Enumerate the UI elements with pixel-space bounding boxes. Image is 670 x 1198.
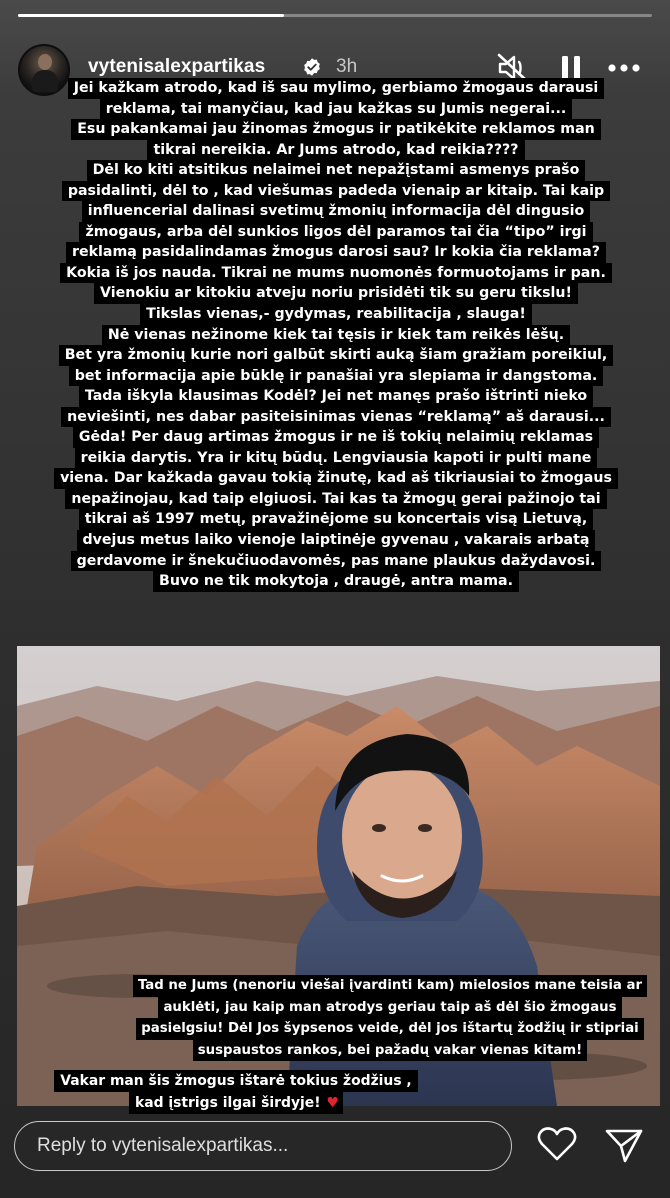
story-text-line: influencerial dalinasi svetimų žmonių informacija dėl dingusio: [82, 201, 590, 222]
username[interactable]: vytenisalexpartikas: [88, 56, 266, 77]
verified-badge-icon: [302, 57, 322, 77]
story-text-line: reklama, tai manyčiau, kad jau kažkas su Jumis negerai...: [100, 99, 573, 120]
caption-bottom-line: kad įstrigs ilgai širdyje!: [129, 1092, 327, 1114]
story-text-line: Tada iškyla klausimas Kodėl? Jei net manęs prašo ištrinti nieko: [79, 386, 593, 407]
story-text-line: nepažinojau, kad taip elgiuosi. Tai kas ta žmogų gerai pažinojo tai: [65, 489, 606, 510]
story-text-line: tikrai aš 1997 metų, pravažinėjome su koncertais visą Lietuvą,: [79, 509, 594, 530]
story-text-line: Tikslas vienas,- gydymas, reabilitacija , slauga!: [140, 304, 532, 325]
story-text-block: [16, 78, 656, 592]
story-text-line: gerdavome ir šnekučiuodavomės, pas mane plaukus dažydavosi.: [71, 551, 602, 572]
story-text-line: Nė vienas nežinome kiek tai tęsis ir kiek tam reikės lėšų.: [102, 325, 570, 346]
story-text-line: Jei kažkam atrodo, kad iš sau mylimo, gerbiamo žmogaus darausi: [68, 78, 605, 99]
story-text-line: Bet yra žmonių kurie nori galbūt skirti auką šiam gražiam poreikiul,: [59, 345, 614, 366]
post-time: 3h: [336, 56, 358, 77]
caption-top-line: auklėti, jau kaip man atrodys geriau taip aš dėl šio žmogaus: [158, 997, 621, 1019]
story-text-line: Kokia iš jos nauda. Tikrai ne mums nuomonės formuotojams ir pan.: [60, 263, 612, 284]
story-text-line: reikia darytis. Yra ir kitų būdų. Lengviausia kapoti ir pulti mane: [75, 448, 598, 469]
photo-caption-top: [130, 975, 650, 1061]
story-text-line: tikrai nereikia. Ar Jums atrodo, kad reikia????: [147, 140, 524, 161]
story-text-line: Buvo ne tik mokytoja , draugė, antra mama.: [153, 571, 519, 592]
caption-top-line: pasielgsiu! Dėl Jos šypsenos veide, dėl jos ištartų žodžių ir stipriai: [136, 1018, 644, 1040]
story-text-line: Gėda! Per daug artimas žmogus ir ne iš tokių nelaimių reklamas: [73, 427, 599, 448]
heart-emoji-icon: ♥: [327, 1092, 343, 1114]
story-text-line: dvejus metus laiko vienoje laiptinėje gyvenau , vakarais arbatą: [77, 530, 596, 551]
story-text-line: žmogaus, arba dėl sunkios ligos dėl paramos tai čia “tipo” irgi: [79, 222, 592, 243]
photo-caption-bottom: [16, 1070, 456, 1114]
story-text-line: bet informacija apie būklę ir panašiai yra slepiama ir dangstoma.: [69, 366, 604, 387]
paper-plane-icon[interactable]: [604, 1126, 644, 1164]
caption-top-line: suspaustos rankos, bei pažadų vakar vienas kitam!: [193, 1040, 587, 1062]
story-text-line: viena. Dar kažkada gavau tokią žinutę, kad aš tikriausiai to žmogaus: [54, 468, 618, 489]
avatar-head: [38, 54, 52, 70]
story-text-line: Vienokiu ar kitokiu atveju noriu prisidėti tik su geru tikslu!: [94, 283, 578, 304]
story-text-line: pasidalinti, dėl to , kad viešumas padeda vienaip ar kitaip. Tai kaip: [62, 181, 610, 202]
caption-bottom-line: Vakar man šis žmogus ištarė tokius žodžius ,: [54, 1070, 417, 1092]
story-text-line: Esu pakankamai jau žinomas žmogus ir patikėkite reklamos man: [71, 119, 601, 140]
caption-top-line: Tad ne Jums (nenoriu viešai įvardinti kam) mielosios mane teisia ar: [133, 975, 647, 997]
story-text-line: Dėl ko kiti atsitikus nelaimei net nepažįstami asmenys prašo: [87, 160, 586, 181]
reply-input[interactable]: Reply to vytenisalexpartikas...: [14, 1121, 512, 1171]
story-progress-fill: [18, 14, 284, 17]
heart-outline-icon[interactable]: [537, 1126, 577, 1162]
story-text-line: neviešinti, nes dabar pasiteisinimas vienas “reklamą” aš darausi...: [61, 407, 611, 428]
story-text-line: reklamą pasidalindamas žmogus darosi sau? Ir kokia čia reklama?: [66, 242, 606, 263]
story-progress-bar: [18, 14, 652, 17]
